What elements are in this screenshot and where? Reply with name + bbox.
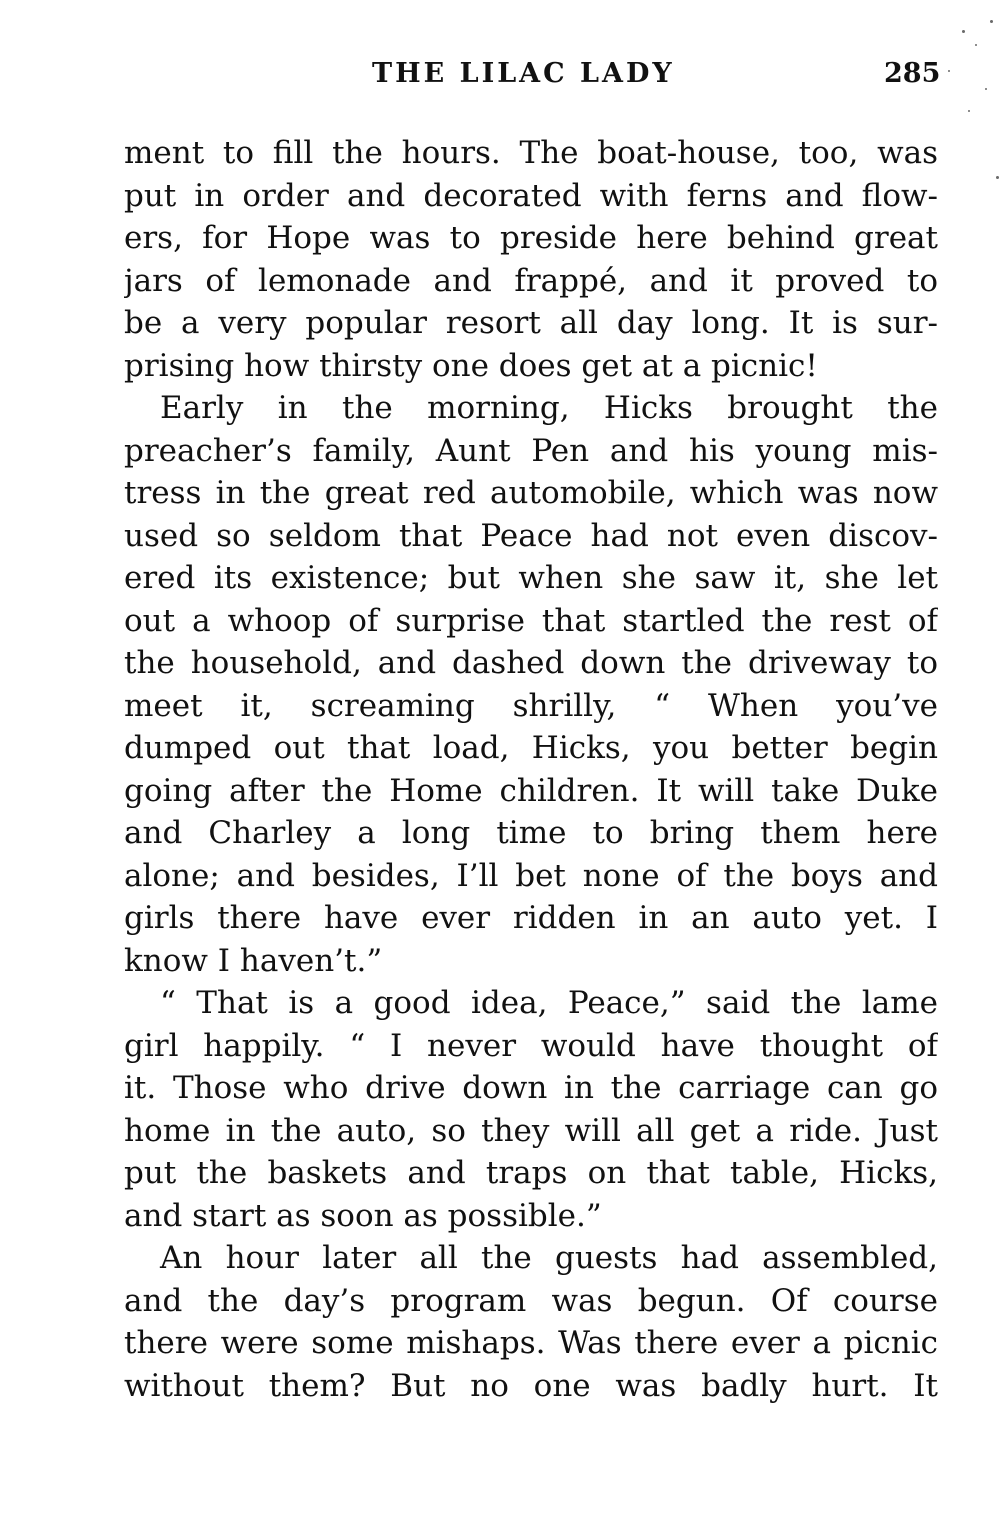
text-line: ered its existence; but when she saw it, she let: [124, 560, 938, 596]
text-line: ment to fill the hours. The boat-house, too, was: [124, 135, 938, 171]
running-header: [0, 58, 1000, 98]
text-line: tress in the great red automobile, which was now: [124, 475, 938, 511]
text-line: and Charley a long time to bring them here: [124, 815, 938, 851]
text-line: without them? But no one was badly hurt. It: [124, 1367, 938, 1404]
text-line: put in order and decorated with ferns and flow-: [124, 177, 938, 214]
text-line: dumped out that load, Hicks, you better begin: [124, 730, 938, 766]
text-line: and start as soon as possible.”: [124, 1197, 602, 1234]
text-line: ers, for Hope was to preside here behind great: [124, 220, 938, 256]
text-line: meet it, screaming shrilly, “ When you’ve: [124, 687, 938, 724]
text-line: the household, and dashed down the driveway to: [124, 645, 938, 681]
text-line: An hour later all the guests had assembled,: [160, 1240, 938, 1276]
page-number: 285: [884, 58, 941, 89]
text-line: know I haven’t.”: [124, 942, 383, 979]
scan-speck: [975, 44, 977, 46]
scan-speck: [985, 88, 987, 90]
text-line: Early in the morning, Hicks brought the: [160, 390, 938, 426]
text-line: it. Those who drive down in the carriage can go: [124, 1070, 938, 1106]
text-line: out a whoop of surprise that startled the rest of: [124, 602, 938, 639]
text-line: girls there have ever ridden in an auto yet. I: [124, 900, 938, 936]
text-line: home in the auto, so they will all get a ride. Just: [124, 1112, 938, 1149]
text-line: preacher’s family, Aunt Pen and his young mis-: [124, 432, 938, 469]
scan-speck: [990, 20, 993, 23]
text-line: alone; and besides, I’ll bet none of the boys and: [124, 857, 938, 894]
text-line: going after the Home children. It will take Duke: [124, 772, 938, 809]
text-line: “ That is a good idea, Peace,” said the lame: [160, 985, 938, 1021]
text-line: and the day’s program was begun. Of course: [124, 1282, 938, 1319]
text-line: jars of lemonade and frappé, and it proved to: [124, 262, 938, 299]
text-line: used so seldom that Peace had not even discov-: [124, 517, 938, 554]
text-line: there were some mishaps. Was there ever a picnic: [124, 1325, 938, 1361]
text-line: girl happily. “ I never would have thought of: [124, 1027, 938, 1064]
running-title: THE LILAC LADY: [372, 58, 675, 89]
scan-speck: [962, 30, 965, 33]
body-text: [124, 132, 938, 1407]
text-line: put the baskets and traps on that table, Hicks,: [124, 1155, 938, 1191]
scan-speck: [968, 110, 970, 112]
scan-speck: [996, 176, 999, 179]
text-line: prising how thirsty one does get at a picnic!: [124, 347, 818, 384]
text-line: be a very popular resort all day long. It is sur-: [124, 305, 938, 341]
scan-speck: [948, 70, 950, 72]
